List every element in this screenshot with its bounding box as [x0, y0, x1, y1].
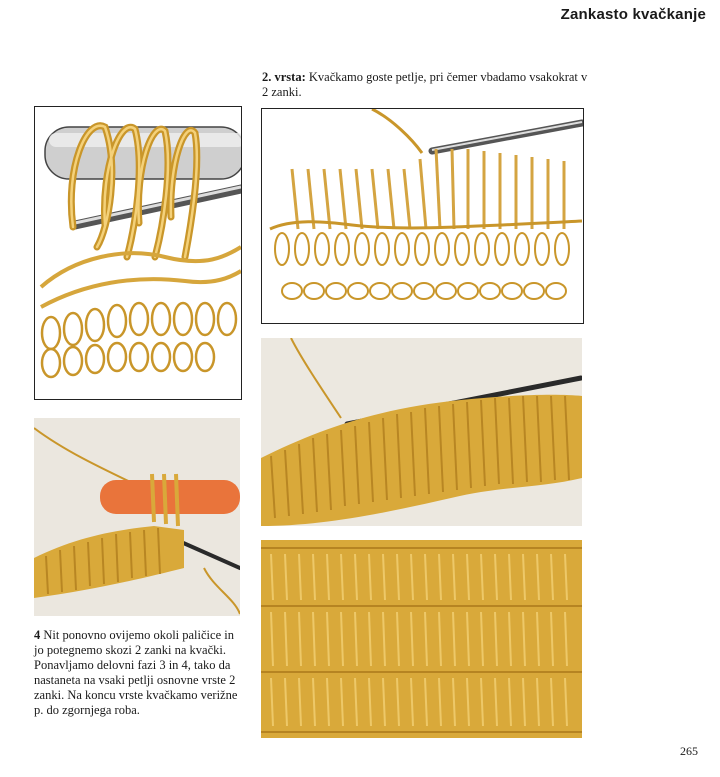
photo-finished-fabric: [261, 540, 582, 738]
step-2-number: 2.: [262, 70, 272, 84]
step-4-number: 4: [34, 628, 41, 642]
illustration-row-2: [261, 108, 584, 324]
page-title: Zankasto kvačkanje: [560, 6, 706, 23]
step-4-caption: [34, 628, 242, 718]
illustration-loops-on-stick: [34, 106, 242, 400]
photo-orange-stick: [34, 418, 240, 616]
photo-hook-in-row: [261, 338, 582, 526]
step-2-label: vrsta:: [274, 70, 306, 84]
page-number: 265: [680, 744, 698, 758]
step-2-caption: [262, 70, 592, 100]
step-2-text: Kvačkamo goste petlje, pri čemer vbadamo vsakokrat v 2 zanki.: [262, 70, 588, 99]
step-4-text: Nit ponovno ovijemo okoli paličice in jo potegnemo skozi 2 zanki na kvački. Ponavljamo delovni fazi 3 in 4, tako da nastaneta na vsaki petlji osnovne vrste 2 zanki. Na koncu vrste kvačkamo verižne p. do zgornjega roba.: [34, 628, 238, 717]
